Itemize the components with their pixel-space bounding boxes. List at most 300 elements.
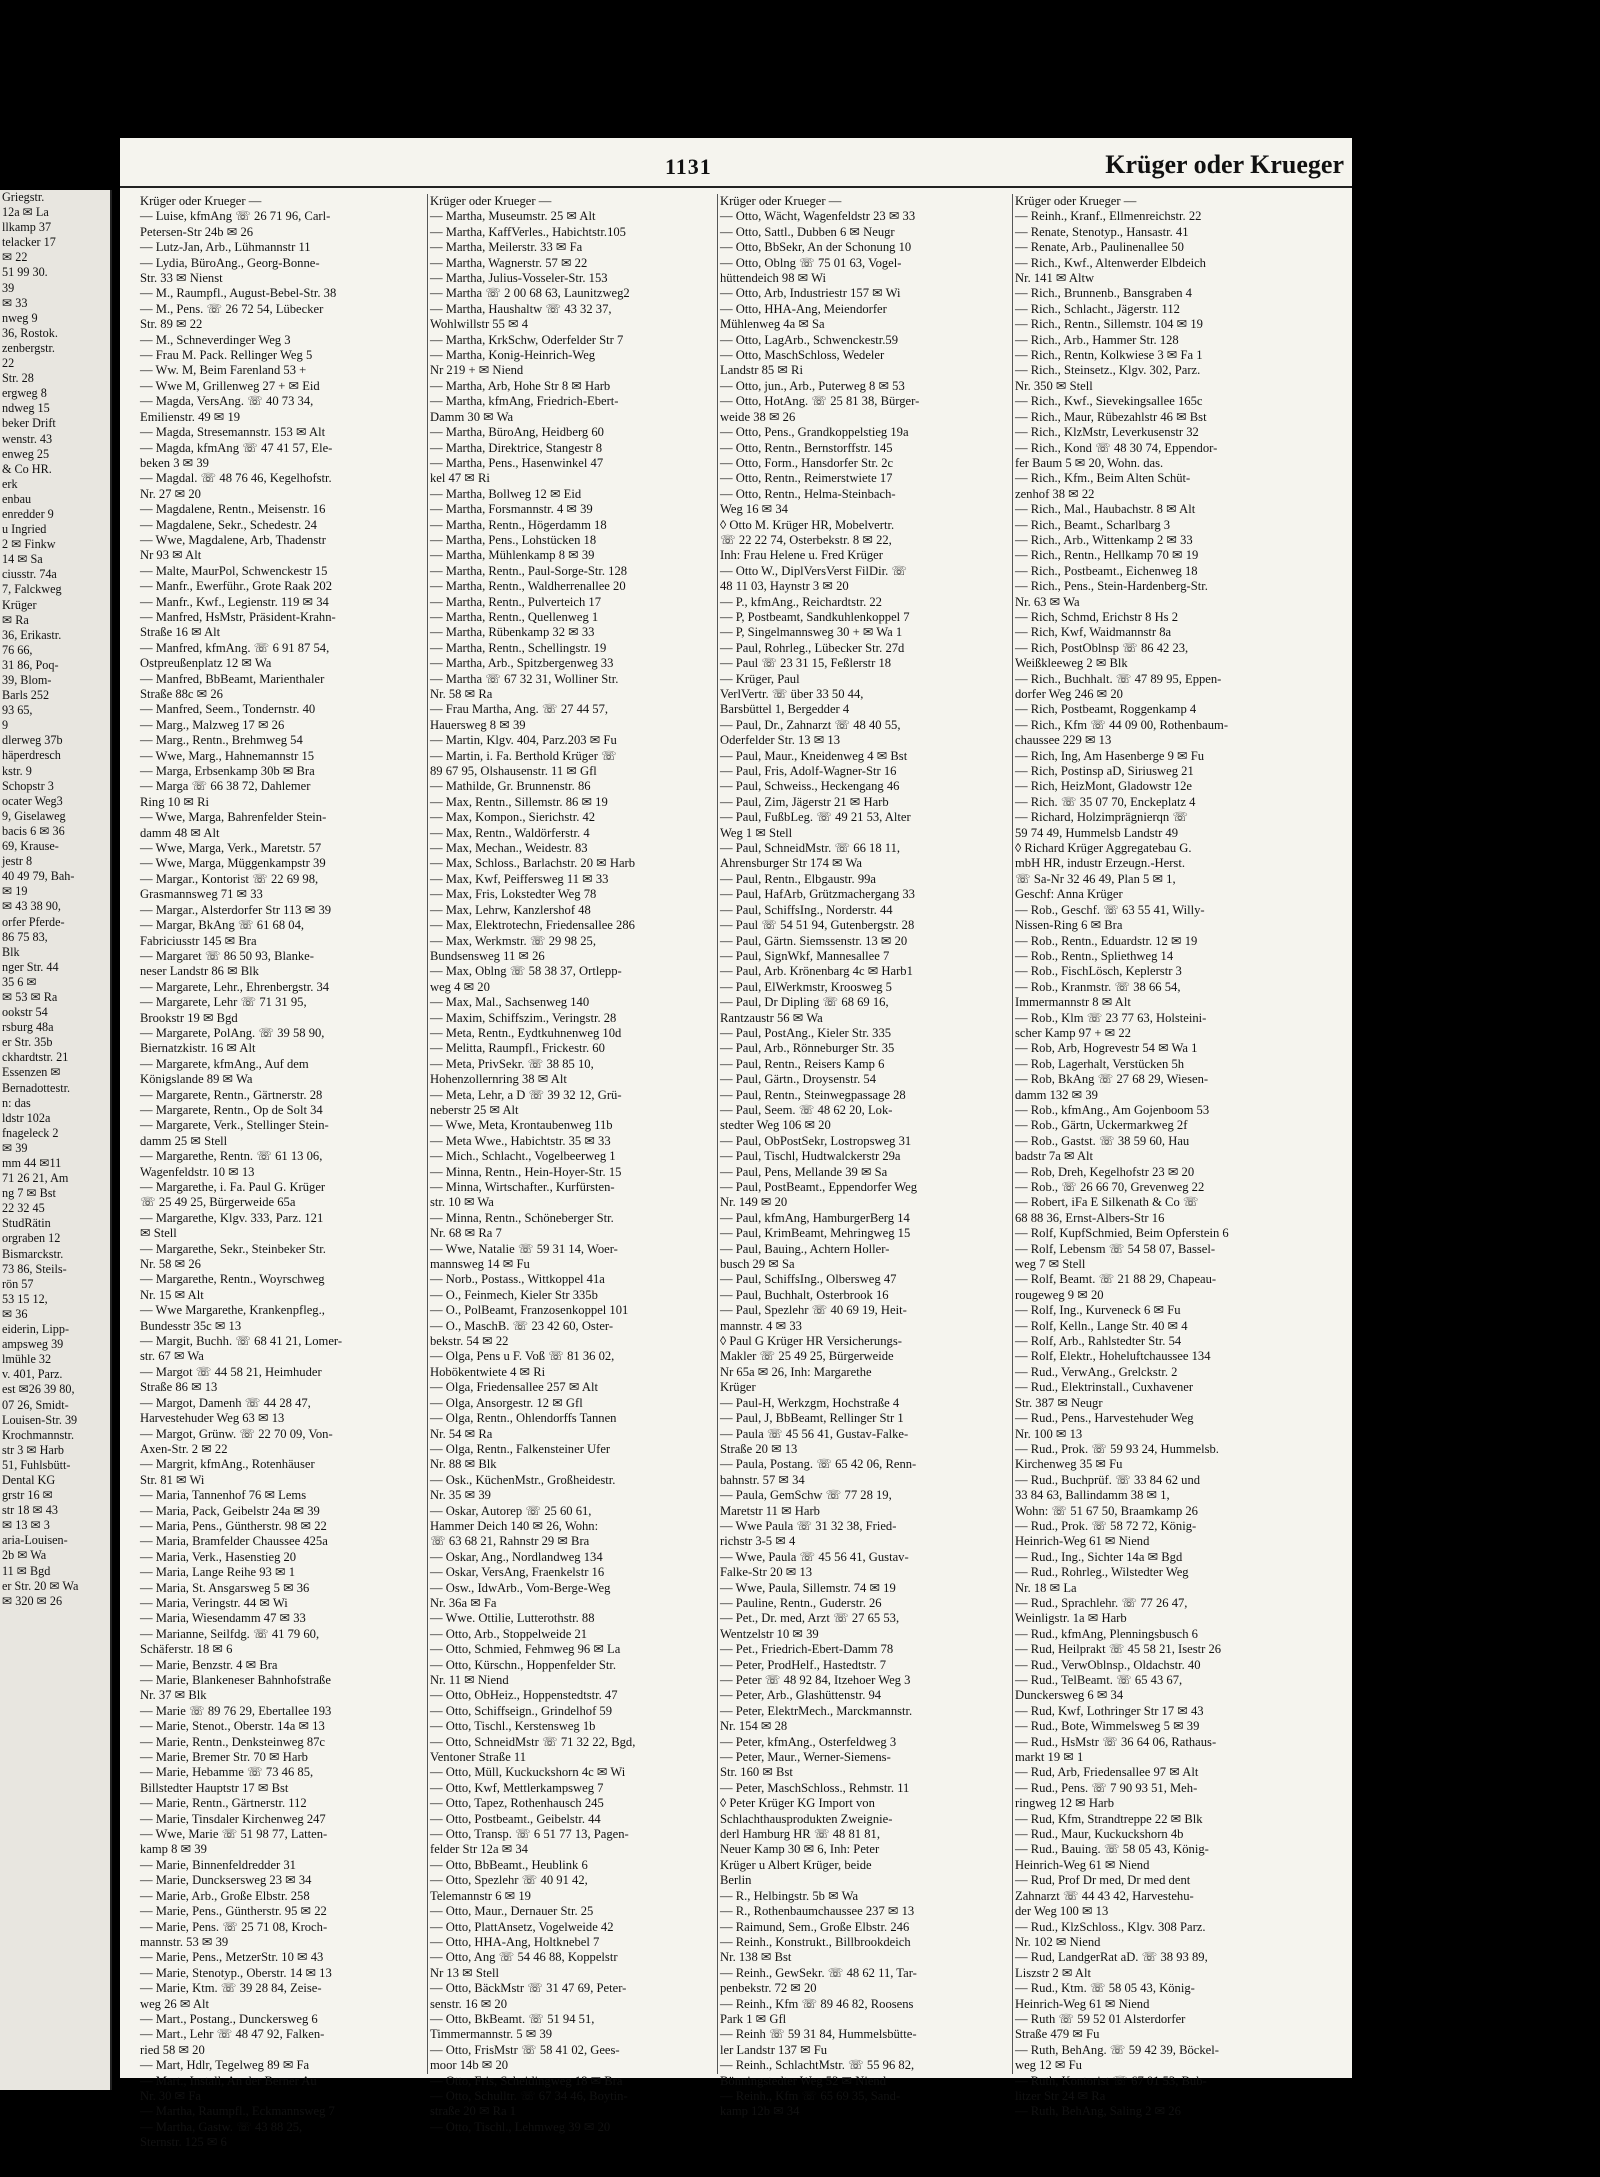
directory-entry-line: felder Str 12a ✉ 34 <box>430 1842 528 1857</box>
directory-entry-line: — Minna, Wirtschafter., Kurfürsten- <box>430 1180 615 1194</box>
directory-entry-line: beken 3 ✉ 39 <box>140 455 209 470</box>
directory-entry-line: — Rob., Kranmstr. ☏ 38 66 54, <box>1015 979 1181 994</box>
directory-entry-line: str. 10 ✉ Wa <box>430 1195 494 1210</box>
directory-entry-line: neberstr 25 ✉ Alt <box>430 1102 519 1117</box>
adjacent-page-line: enweg 25 <box>2 446 50 461</box>
directory-entry-line: damm 132 ✉ 39 <box>1015 1087 1098 1102</box>
directory-entry-line: — Rud., Sprachlehr. ☏ 77 26 47, <box>1015 1595 1188 1610</box>
directory-entry-line: ✉ Stell <box>140 1226 177 1241</box>
adjacent-page-line: ookstr 54 <box>2 1005 48 1020</box>
directory-entry-line: — Manfr., Ewerführ., Grote Raak 202 <box>140 579 333 594</box>
directory-entry-line: — Rob., Gärtn, Uckermarkweg 2f <box>1015 1118 1188 1133</box>
directory-entry-line: — Peter, Arb., Glashüttenstr. 94 <box>720 1688 882 1703</box>
directory-entry-line: — Martha, Rentn., Quellenweg 1 <box>430 609 599 624</box>
directory-entry-line: — Marie, Rentn., Gärtnerstr. 112 <box>140 1796 307 1811</box>
adjacent-page-line: n: das <box>2 1095 31 1110</box>
directory-entry-line: ringweg 12 ✉ Harb <box>1015 1796 1115 1811</box>
directory-entry-line: — Reinh ☏ 59 31 84, Hummelsbütte- <box>720 2027 917 2042</box>
directory-entry-line: Nr. 63 ✉ Wa <box>1015 594 1080 609</box>
directory-entry-line: weg 26 ✉ Alt <box>140 1996 209 2011</box>
directory-entry-line: 48 11 03, Haynstr 3 ✉ 20 <box>720 579 849 594</box>
adjacent-page-line: 40 49 79, Bah- <box>2 869 75 884</box>
adjacent-page-line: 14 ✉ Sa <box>2 552 43 567</box>
directory-entry-line: — Otto, FrisMstr ☏ 58 41 02, Gees- <box>430 2042 620 2057</box>
adjacent-page-line: Barls 252 <box>2 688 50 703</box>
directory-entry-line: — Rich., Arb., Hammer Str. 128 <box>1015 332 1179 347</box>
directory-entry-line: — Rich., Pens., Stein-Hardenberg-Str. <box>1015 579 1208 594</box>
directory-entry-line: 33 84 63, Ballindamm 38 ✉ 1, <box>1015 1488 1170 1503</box>
adjacent-page-line: Louisen-Str. 39 <box>2 1412 78 1427</box>
directory-entry-line: — Rolf, Beamt. ☏ 21 88 29, Chapeau- <box>1015 1272 1217 1287</box>
adjacent-page-line: Schopstr 3 <box>2 778 54 793</box>
directory-entry-line: — Martha, Arb, Hohe Str 8 ✉ Harb <box>430 378 611 393</box>
adjacent-page-line: llkamp 37 <box>2 220 52 235</box>
directory-entry-line: — Martha ☏ 67 32 31, Wolliner Str. <box>430 671 619 686</box>
directory-entry-line: — Rolf, Kelln., Lange Str. 40 ✉ 4 <box>1015 1318 1188 1333</box>
directory-entry-line: — Wwe, Marga, Müggenkampstr 39 <box>140 856 326 871</box>
directory-entry-line: — Max, Oblng ☏ 58 38 37, Ortlepp- <box>430 964 622 979</box>
directory-entry-line: ried 58 ✉ 20 <box>140 2042 205 2057</box>
adjacent-page-line: 11 ✉ Bgd <box>2 1563 51 1578</box>
adjacent-page-line: Blk <box>2 944 20 959</box>
adjacent-page-line: 2 ✉ Finkw <box>2 537 56 552</box>
directory-entry-line: — Paul, Arb. Krönenbarg 4c ✉ Harb1 <box>720 964 913 979</box>
directory-entry-line: — Margarethe, Rentn., Woyrschweg <box>140 1272 325 1287</box>
directory-entry-line: Wohlwillstr 55 ✉ 4 <box>430 317 529 332</box>
directory-entry-line: — Paul, SchiffsIng., Olbersweg 47 <box>720 1272 897 1287</box>
directory-entry-line: Barsbüttel 1, Bergedder 4 <box>720 702 850 717</box>
adjacent-page-line: er Str. 20 ✉ Wa <box>2 1578 79 1593</box>
directory-entry-line: — Mart, Hdlr, Tegelweg 89 ✉ Fa <box>140 2058 310 2073</box>
directory-entry-line: — Rob., Gastst. ☏ 38 59 60, Hau <box>1015 1133 1190 1148</box>
directory-entry-line: — Otto, HHA-Ang, Holtknebel 7 <box>430 1934 600 1949</box>
directory-entry-line: Bundsensweg 11 ✉ 26 <box>430 948 545 963</box>
directory-entry-line: Ostpreußenplatz 12 ✉ Wa <box>140 656 272 671</box>
directory-entry-line: — Marie, Rentn., Denksteinweg 87c <box>140 1734 326 1749</box>
directory-entry-line: — Melitta, Raumpfl., Frickestr. 60 <box>430 1041 605 1056</box>
directory-entry-line: — Peter ☏ 48 92 84, Itzehoer Weg 3 <box>720 1673 911 1687</box>
directory-entry-line: — Margarete, PolAng. ☏ 39 58 90, <box>140 1025 325 1040</box>
directory-entry-line: — Marie, Binnenfeldredder 31 <box>140 1857 296 1872</box>
directory-entry-line: — Marg., Rentn., Brehmweg 54 <box>140 733 303 748</box>
directory-entry-line: — Rob, Dreh, Kegelhofstr 23 ✉ 20 <box>1015 1164 1195 1179</box>
directory-entry-line: — Otto, BbBeamt., Heublink 6 <box>430 1857 588 1872</box>
directory-entry-line: — Margarete, Rentn., Gärtnerstr. 28 <box>140 1087 323 1102</box>
directory-entry-line: str. 67 ✉ Wa <box>140 1349 204 1364</box>
directory-entry-line: — Otto, Rentn., Helma-Steinbach- <box>720 486 896 501</box>
directory-entry-line: — Frau Martha, Ang. ☏ 27 44 57, <box>430 702 609 717</box>
directory-entry-line: Nr 219 + ✉ Niend <box>430 363 524 378</box>
adjacent-page-line: 53 15 12, <box>2 1291 48 1306</box>
directory-entry-line: — Martha, Rentn., Högerdamm 18 <box>430 517 607 532</box>
directory-entry-line: weg 4 ✉ 20 <box>430 979 490 994</box>
directory-entry-line: — Martha, Julius-Vosseler-Str. 153 <box>430 271 608 286</box>
directory-entry-line: Nr 93 ✉ Alt <box>140 548 202 563</box>
directory-entry-line: — Martha, Museumstr. 25 ✉ Alt <box>430 209 596 224</box>
adjacent-page-line: ✉ 36 <box>2 1306 28 1321</box>
directory-entry-line: — Maria, St. Ansgarsweg 5 ✉ 36 <box>140 1580 310 1595</box>
directory-entry-line: — Maria, Lange Reihe 93 ✉ 1 <box>140 1565 295 1580</box>
directory-entry-line: — Martha, Meilerstr. 33 ✉ Fa <box>430 240 583 255</box>
directory-entry-line: — Reinh., SchlachtMstr. ☏ 55 96 82, <box>720 2058 915 2073</box>
directory-entry-line: Nr. 138 ✉ Bst <box>720 1950 792 1965</box>
directory-entry-line: — Marie, Stenotyp., Oberstr. 14 ✉ 13 <box>140 1965 332 1980</box>
directory-entry-line: Nr 65a ✉ 26, Inh: Margarethe <box>720 1364 872 1379</box>
directory-entry-line: weide 38 ✉ 26 <box>720 409 796 424</box>
directory-entry-line: — R., Helbingstr. 5b ✉ Wa <box>720 1888 859 1903</box>
directory-entry-line: — Martha, Mühlenkamp 8 ✉ 39 <box>430 548 595 563</box>
directory-entry-line: ◊ Richard Krüger Aggregatebau G. <box>1015 841 1192 856</box>
adjacent-page-line: eiderin, Lipp- <box>2 1322 70 1337</box>
directory-entry-line: Mühlenweg 4a ✉ Sa <box>720 317 825 332</box>
directory-entry-line: — Otto, Rentn., Bernstorffstr. 145 <box>720 440 893 455</box>
entry-column-2 <box>430 194 715 2134</box>
adjacent-page-line: enbau <box>2 491 32 506</box>
adjacent-page-line: rön 57 <box>2 1276 34 1291</box>
directory-entry-line: mannstr. 4 ✉ 33 <box>720 1318 802 1333</box>
directory-entry-line: Bönningstedter Weg 52 ✉ Niend <box>720 2073 887 2088</box>
directory-entry-line: — Otto, Rentn., Reimerstwiete 17 <box>720 471 893 486</box>
directory-entry-line: weg 12 ✉ Fu <box>1015 2058 1082 2073</box>
directory-entry-line: Weg 16 ✉ 34 <box>720 502 788 517</box>
directory-entry-line: — Margarete, Lehr., Ehrenbergstr. 34 <box>140 979 330 994</box>
directory-entry-line: — Paul, Arb., Rönneburger Str. 35 <box>720 1041 895 1056</box>
directory-entry-line: Damm 30 ✉ Wa <box>430 409 514 424</box>
directory-entry-line: Nr. 27 ✉ 20 <box>140 486 201 501</box>
adjacent-page-line: ng 7 ✉ Bst <box>2 1186 56 1201</box>
directory-entry-line: — Richard, Holzimprägnierqn ☏ <box>1015 810 1189 825</box>
directory-entry-line: — Rob., kfmAng., Am Gojenboom 53 <box>1015 1102 1210 1117</box>
directory-entry-line: — Paul, Buchhalt, Osterbrook 16 <box>720 1287 889 1302</box>
directory-entry-line: Sternstr. 125 ✉ 6 <box>140 2135 227 2150</box>
directory-entry-line: — Otto, Form., Hansdorfer Str. 2c <box>720 455 894 470</box>
directory-entry-line: Immermannstr 8 ✉ Alt <box>1015 995 1131 1010</box>
directory-entry-line: Nr. 15 ✉ Alt <box>140 1287 204 1302</box>
directory-entry-line: — Peter, MaschSchloss., Rehmstr. 11 <box>720 1780 910 1795</box>
directory-entry-line: ◊ Peter Krüger KG Import von <box>720 1796 875 1811</box>
directory-entry-line: — Paul, PostAng., Kieler Str. 335 <box>720 1025 892 1040</box>
directory-entry-line: — Mart., Lehr ☏ 48 47 92, Falken- <box>140 2027 325 2042</box>
directory-entry-line: — Magdalene, Sekr., Schedestr. 24 <box>140 517 317 532</box>
directory-entry-line: — Mart., Install, An der Berner Au <box>140 2073 317 2088</box>
directory-entry-line: Inh: Frau Helene u. Fred Krüger <box>720 548 883 563</box>
directory-entry-line: — Oskar, Autorep ☏ 25 60 61, <box>430 1503 592 1518</box>
directory-entry-line: — Otto, Tischl., Lehmweg 39 ✉ 20 <box>430 2119 611 2134</box>
directory-entry-line: — Marie, Arb., Große Elbstr. 258 <box>140 1888 310 1903</box>
directory-entry-line: — Martha, Rentn., Pulverteich 17 <box>430 594 602 609</box>
adjacent-page-line: est ✉26 39 80, <box>2 1382 75 1397</box>
directory-entry-line: — Meta, Rentn., Eydtkuhnenweg 10d <box>430 1025 622 1040</box>
adjacent-page-line: er Str. 35b <box>2 1035 53 1050</box>
directory-entry-line: — Margarethe, Rentn. ☏ 61 13 06, <box>140 1149 323 1164</box>
directory-entry-line: — Marg., Malzweg 17 ✉ 26 <box>140 717 285 732</box>
adjacent-page-line: rsburg 48a <box>2 1020 54 1035</box>
directory-entry-line: — Margot, Grünw. ☏ 22 70 09, Von- <box>140 1426 333 1441</box>
directory-entry-line: Straße 16 ✉ Alt <box>140 625 221 640</box>
directory-entry-line: — Rob, Lagerhalt, Verstücken 5h <box>1015 1056 1185 1071</box>
directory-entry-line: — Paul, Dr., Zahnarzt ☏ 48 40 55, <box>720 717 901 732</box>
directory-entry-line: — Paul, kfmAng, HamburgerBerg 14 <box>720 1210 910 1225</box>
directory-entry-line: — Rud., Bote, Wimmelsweg 5 ✉ 39 <box>1015 1719 1200 1734</box>
directory-entry-line: Axen-Str. 2 ✉ 22 <box>140 1441 228 1456</box>
directory-entry-line: dorfer Weg 246 ✉ 20 <box>1015 687 1123 701</box>
adjacent-page-line: 76 66, <box>2 642 33 657</box>
directory-entry-line: straße 20 ✉ Ra 1 <box>430 2104 517 2119</box>
directory-entry-line: — Otto, Transp. ☏ 6 51 77 13, Pagen- <box>430 1827 629 1842</box>
directory-entry-line: — Renate, Stenotyp., Hansastr. 41 <box>1015 224 1189 239</box>
directory-entry-line: ler Landstr 137 ✉ Fu <box>720 2042 828 2057</box>
adjacent-page-line: ocater Weg3 <box>2 793 63 808</box>
directory-entry-line: — Ruth, BehAng. ☏ 59 42 39, Böckel- <box>1015 2042 1219 2057</box>
directory-entry-line: — Minna, Rentn., Schöneberger Str. <box>430 1210 614 1225</box>
adjacent-page-line: ✉ 320 ✉ 26 <box>2 1593 63 1608</box>
directory-entry-line: — Rud., VerwAng., Grelckstr. 2 <box>1015 1364 1178 1379</box>
adjacent-page-line: ✉ 22 <box>2 250 28 265</box>
directory-entry-line: — Margar, BkAng ☏ 61 68 04, <box>140 918 305 933</box>
directory-entry-line: — Rud., Rohrleg., Wilstedter Weg <box>1015 1565 1189 1580</box>
directory-entry-line: — O., MaschB. ☏ 23 42 60, Oster- <box>430 1318 614 1333</box>
directory-entry-line: — Lutz-Jan, Arb., Lühmannstr 11 <box>140 240 311 255</box>
directory-entry-line: — Rich., Steinsetz., Klgv. 302, Parz. <box>1015 363 1201 378</box>
directory-entry-line: Ahrensburger Str 174 ✉ Wa <box>720 856 862 871</box>
adjacent-page-line: nger Str. 44 <box>2 959 59 974</box>
directory-entry-line: — Ruth ☏ 59 52 01 Alsterdorfer <box>1015 2011 1186 2026</box>
directory-entry-line: — Max, Schloss., Barlachstr. 20 ✉ Harb <box>430 856 636 871</box>
directory-entry-line: richstr 3-5 ✉ 4 <box>720 1534 796 1549</box>
directory-entry-line: — Rob, BkAng ☏ 27 68 29, Wiesen- <box>1015 1072 1209 1087</box>
directory-entry-line: — Magda, kfmAng ☏ 47 41 57, Ele- <box>140 440 333 455</box>
directory-entry-line: — Reinh., Kfm ☏ 89 46 82, Roosens <box>720 1996 914 2011</box>
adjacent-page-line: u Ingried <box>2 522 47 537</box>
adjacent-page-line: 22 32 45 <box>2 1201 45 1216</box>
adjacent-page-line: str 3 ✉ Harb <box>2 1442 64 1457</box>
directory-entry-line: Hohenzollernring 38 ✉ Alt <box>430 1072 567 1087</box>
directory-entry-line: — Martha, Pens., Hasenwinkel 47 <box>430 455 604 470</box>
directory-entry-line: — Paul, Rentn., Steinwegpassage 28 <box>720 1087 906 1102</box>
running-head: Krüger oder Krueger <box>1105 150 1344 179</box>
directory-entry-line: — Rich, Postbeamt, Roggenkamp 4 <box>1015 702 1197 717</box>
directory-entry-line: — Margar., Alsterdorfer Str 113 ✉ 39 <box>140 902 332 917</box>
directory-entry-line: Str. 160 ✉ Bst <box>720 1765 793 1780</box>
directory-entry-line: fer Baum 5 ✉ 20, Wohn. das. <box>1015 455 1164 470</box>
adjacent-page-line: 39 <box>2 280 15 295</box>
directory-entry-line: — Max, Elektrotechn, Friedensallee 286 <box>430 918 635 933</box>
directory-entry-line: mannsweg 14 ✉ Fu <box>430 1257 530 1272</box>
directory-entry-line: — Marie, Bremer Str. 70 ✉ Harb <box>140 1750 308 1765</box>
directory-entry-line: — Wwe, Magdalene, Arb, Thadenstr <box>140 532 326 547</box>
directory-entry-line: — Martha, Bollweg 12 ✉ Eid <box>430 486 582 501</box>
directory-entry-line: — Maria, Veringstr. 44 ✉ Wi <box>140 1595 288 1610</box>
directory-entry-line: — Wwe Paula ☏ 31 32 38, Fried- <box>720 1518 897 1533</box>
directory-entry-line: — Martha, Direktrice, Stangestr 8 <box>430 440 603 455</box>
directory-entry-line: senstr. 16 ✉ 20 <box>430 1996 508 2011</box>
directory-entry-line: Telemannstr 6 ✉ 19 <box>430 1888 531 1903</box>
directory-entry-line: mannstr. 53 ✉ 39 <box>140 1934 229 1949</box>
directory-entry-line: Wohn: ☏ 51 67 50, Braamkamp 26 <box>1015 1503 1198 1518</box>
adjacent-page-line: ✉ 53 ✉ Ra <box>2 989 58 1004</box>
directory-entry-line: Emilienstr. 49 ✉ 19 <box>140 409 241 424</box>
directory-entry-line: — Otto, Fris, Scheidingweg 18 ✉ Bra <box>430 2073 623 2088</box>
adjacent-page-line: aria-Louisen- <box>2 1533 68 1548</box>
adjacent-page-line: ndweg 15 <box>2 401 50 416</box>
directory-entry-line: Hobökentwiete 4 ✉ Ri <box>430 1364 546 1379</box>
directory-entry-line: — Paul, Maur., Kneidenweg 4 ✉ Bst <box>720 748 908 763</box>
directory-entry-line: — Rich, Kwf, Waidmannstr 8a <box>1015 625 1172 640</box>
directory-entry-line: — Martin, i. Fa. Berthold Krüger ☏ <box>430 748 617 763</box>
directory-entry-line: Nr. 11 ✉ Niend <box>430 1673 509 1687</box>
adjacent-page-line: 22 <box>2 356 15 371</box>
directory-entry-line: Weißkleeweg 2 ✉ Blk <box>1015 656 1128 671</box>
directory-entry-line: — Martha, Rübenkamp 32 ✉ 33 <box>430 625 595 640</box>
directory-entry-line: Hammer Deich 140 ✉ 26, Wohn: <box>430 1518 599 1533</box>
directory-entry-line: — Reinh., GewSekr. ☏ 48 62 11, Tar- <box>720 1965 917 1980</box>
column-divider <box>717 194 718 2074</box>
directory-entry-line: — Paul, FußbLeg. ☏ 49 21 53, Alter <box>720 810 911 825</box>
directory-entry-line: — Magdal. ☏ 48 76 46, Kegelhofstr. <box>140 471 332 486</box>
adjacent-page-line: ✉ 39 <box>2 1140 28 1155</box>
directory-entry-line: — Paul, Pens, Mellande 39 ✉ Sa <box>720 1164 888 1179</box>
directory-entry-line: — Magda, Stresemannstr. 153 ✉ Alt <box>140 425 326 440</box>
directory-entry-line: — Max, Mal., Sachsenweg 140 <box>430 995 590 1010</box>
directory-entry-line: — Rich., KlzMstr, Leverkusenstr 32 <box>1015 425 1199 440</box>
directory-entry-line: kamp 12b ✉ 34 <box>720 2104 800 2119</box>
directory-entry-line: — Paul, Spezlehr ☏ 40 69 19, Heit- <box>720 1303 907 1318</box>
directory-entry-line: — Otto, PlattAnsetz, Vogelweide 42 <box>430 1919 614 1934</box>
directory-entry-line: — Wwe, Paula ☏ 45 56 41, Gustav- <box>720 1549 909 1564</box>
directory-entry-line: — Robert, iFa E Silkenath & Co ☏ <box>1015 1195 1199 1210</box>
directory-entry-line: — Martha, KrkSchw, Oderfelder Str 7 <box>430 332 624 347</box>
adjacent-page-line: ldstr 102a <box>2 1110 51 1125</box>
directory-entry-line: — Max, Kwf, Peiffersweg 11 ✉ 33 <box>430 871 609 886</box>
directory-entry-line: — Paul, Dr Dipling ☏ 68 69 16, <box>720 995 889 1010</box>
directory-entry-line: — Margarethe, Sekr., Steinbeker Str. <box>140 1241 326 1256</box>
adjacent-page-line: 9, Giselaweg <box>2 808 66 823</box>
directory-entry-line: Weg 1 ✉ Stell <box>720 825 793 840</box>
directory-entry-line: — P, Singelmannsweg 30 + ✉ Wa 1 <box>720 625 903 640</box>
directory-entry-line: Nr. 58 ✉ Ra <box>430 687 493 701</box>
directory-entry-line: — Reinh., Kranf., Ellmenreichstr. 22 <box>1015 209 1202 224</box>
directory-entry-line: ☏ 22 22 74, Osterbekstr. 8 ✉ 22, <box>720 532 892 547</box>
directory-entry-line: — Peter, ElektrMech., Marckmannstr. <box>720 1703 913 1718</box>
directory-entry-line: — Paul ☏ 23 31 15, Feßlerstr 18 <box>720 656 892 671</box>
directory-entry-line: — Rolf, Lebensm ☏ 54 58 07, Bassel- <box>1015 1241 1216 1256</box>
directory-entry-line: Straße 88c ✉ 26 <box>140 687 223 701</box>
directory-entry-line: bahnstr. 57 ✉ 34 <box>720 1472 805 1487</box>
adjacent-page-line: 51 99 30. <box>2 265 48 280</box>
directory-entry-line: 59 74 49, Hummelsb Landstr 49 <box>1015 825 1179 840</box>
directory-entry-line: — Marie, Stenot., Oberstr. 14a ✉ 13 <box>140 1719 325 1734</box>
directory-entry-line: — Maria, Bramfelder Chaussee 425a <box>140 1534 328 1549</box>
directory-entry-line: — Marie ☏ 89 76 29, Ebertallee 193 <box>140 1703 332 1718</box>
directory-entry-line: — Max, Fris, Lokstedter Weg 78 <box>430 887 597 902</box>
directory-entry-line: — Margrit, kfmAng., Rotenhäuser <box>140 1457 315 1472</box>
directory-entry-line: — Rolf, KupfSchmied, Beim Opferstein 6 <box>1015 1226 1229 1241</box>
directory-entry-line: — Olga, Ansorgestr. 12 ✉ Gfl <box>430 1395 583 1410</box>
directory-entry-line: stedter Weg 106 ✉ 20 <box>720 1118 831 1133</box>
directory-entry-line: — Rich., Kfm ☏ 44 09 00, Rothenbaum- <box>1015 717 1229 732</box>
directory-entry-line: — Mart., Postang., Dunckersweg 6 <box>140 2011 318 2026</box>
directory-entry-line: — Peter, kfmAng., Osterfeldweg 3 <box>720 1734 897 1749</box>
directory-entry-line: ☏ 25 49 25, Bürgerweide 65a <box>140 1195 296 1210</box>
adjacent-page-line: 31 86, Poq- <box>2 657 59 672</box>
directory-entry-line: — Martha, Raumpfl., Eckmannsweg 7 <box>140 2104 335 2119</box>
directory-entry-line: — Reinh., Konstrukt., Billbrookdeich <box>720 1934 911 1949</box>
directory-entry-line: — Otto, BbSekr, An der Schonung 10 <box>720 240 912 255</box>
entry-column-3 <box>720 194 1010 2119</box>
directory-entry-line: — Paul, SignWkf, Mannesallee 7 <box>720 948 890 963</box>
directory-entry-line: Nr. 58 ✉ 26 <box>140 1257 201 1272</box>
directory-entry-line: — Otto, SchneidMstr ☏ 71 32 22, Bgd, <box>430 1734 636 1749</box>
directory-entry-line: Nr. 141 ✉ Altw <box>1015 271 1095 286</box>
adjacent-page-line: ckhardtstr. 21 <box>2 1050 69 1065</box>
directory-entry-line: — Reinh., Kfm ☏ 65 69 35, Sand- <box>720 2088 901 2103</box>
directory-entry-line: — Rob., Rentn., Spliethweg 14 <box>1015 948 1174 963</box>
column-continuation-head: Krüger oder Krueger — <box>430 194 552 208</box>
directory-entry-line: scher Kamp 97 + ✉ 22 <box>1015 1025 1131 1040</box>
directory-entry-line: — O., Feinmech, Kieler Str 335b <box>430 1287 598 1302</box>
directory-entry-line: badstr 7a ✉ Alt <box>1015 1149 1094 1164</box>
directory-entry-line: — Otto, Wächt, Wagenfeldstr 23 ✉ 33 <box>720 209 916 224</box>
directory-entry-line: Nr. 54 ✉ Ra <box>430 1426 493 1441</box>
adjacent-page-line: jestr 8 <box>2 854 33 869</box>
directory-entry-line: — Margarete, Verk., Stellinger Stein- <box>140 1118 329 1133</box>
directory-entry-line: Nr. 35 ✉ 39 <box>430 1488 491 1503</box>
directory-entry-line: — Magda, VersAng. ☏ 40 73 34, <box>140 394 314 409</box>
adjacent-page-line: 69, Krause- <box>2 839 59 854</box>
directory-entry-line: — Maria, Verk., Hasenstieg 20 <box>140 1549 297 1564</box>
directory-entry-line: Wentzelstr 10 ✉ 39 <box>720 1626 819 1641</box>
directory-entry-line: — Otto, Schmied, Fehmweg 96 ✉ La <box>430 1642 621 1657</box>
directory-entry-line: chaussee 229 ✉ 13 <box>1015 733 1112 748</box>
directory-entry-line: — Otto, Ang ☏ 54 46 88, Koppelstr <box>430 1950 618 1965</box>
directory-entry-line: Biernatzkistr. 16 ✉ Alt <box>140 1041 256 1056</box>
adjacent-page-line: 36, Erikastr. <box>2 627 62 642</box>
directory-entry-line: — Malte, MaurPol, Schwenckestr 15 <box>140 563 328 578</box>
directory-entry-line: — Manfred, Seem., Tondernstr. 40 <box>140 702 316 717</box>
directory-entry-line: ☏ Sa-Nr 32 46 49, Plan 5 ✉ 1, <box>1015 871 1176 886</box>
directory-entry-line: — Magdalene, Rentn., Meisenstr. 16 <box>140 502 326 517</box>
directory-entry-line: Park 1 ✉ Gfl <box>720 2011 787 2026</box>
directory-entry-line: — Rud, Kwf, Lothringer Str 17 ✉ 43 <box>1015 1703 1204 1718</box>
directory-entry-line: — Rich., Kwf., Altenwerder Elbdeich <box>1015 255 1206 270</box>
adjacent-page-line: 07 26, Smidt- <box>2 1397 69 1412</box>
adjacent-page-strip <box>0 190 112 2090</box>
directory-entry-line: Harvestehuder Weg 63 ✉ 13 <box>140 1411 285 1426</box>
adjacent-page-line: beker Drift <box>2 416 56 431</box>
directory-entry-line: mbH HR, industr Erzeugn.-Herst. <box>1015 856 1185 871</box>
directory-entry-line: — Olga, Rentn., Ohlendorffs Tannen <box>430 1411 617 1426</box>
adjacent-page-line: Essenzen ✉ <box>2 1065 61 1080</box>
directory-entry-line: damm 48 ✉ Alt <box>140 825 220 840</box>
directory-entry-line: — Martha, Rentn., Schellingstr. 19 <box>430 640 607 655</box>
directory-entry-line: — Meta, Lehr, a D ☏ 39 32 12, Grü- <box>430 1087 622 1102</box>
directory-entry-line: — Rud., Elektrinstall., Cuxhavener <box>1015 1380 1194 1395</box>
directory-entry-line: Maretstr 11 ✉ Harb <box>720 1503 820 1518</box>
directory-entry-line: — Otto, Kürschn., Hoppenfelder Str. <box>430 1657 617 1672</box>
adjacent-page-line: grstr 16 ✉ <box>2 1488 53 1503</box>
directory-entry-line: Krüger <box>720 1380 756 1395</box>
directory-entry-line: — Olga, Rentn., Falkensteiner Ufer <box>430 1441 611 1456</box>
directory-entry-line: — Margarethe, Klgv. 333, Parz. 121 <box>140 1210 324 1225</box>
directory-entry-line: — Meta, PrivSekr. ☏ 38 85 10, <box>430 1056 594 1071</box>
directory-entry-line: — Paul, Fris, Adolf-Wagner-Str 16 <box>720 764 897 779</box>
directory-entry-line: — Maria, Wiesendamm 47 ✉ 33 <box>140 1611 306 1626</box>
directory-entry-line: Straße 20 ✉ 13 <box>720 1441 798 1456</box>
directory-entry-line: — Rud., kfmAng, Plenningsbusch 6 <box>1015 1626 1198 1641</box>
directory-entry-line: Straße 86 ✉ 13 <box>140 1380 218 1395</box>
page-number: 1131 <box>665 154 712 179</box>
directory-entry-line: — Lydia, BüroAng., Georg-Bonne- <box>140 255 320 270</box>
